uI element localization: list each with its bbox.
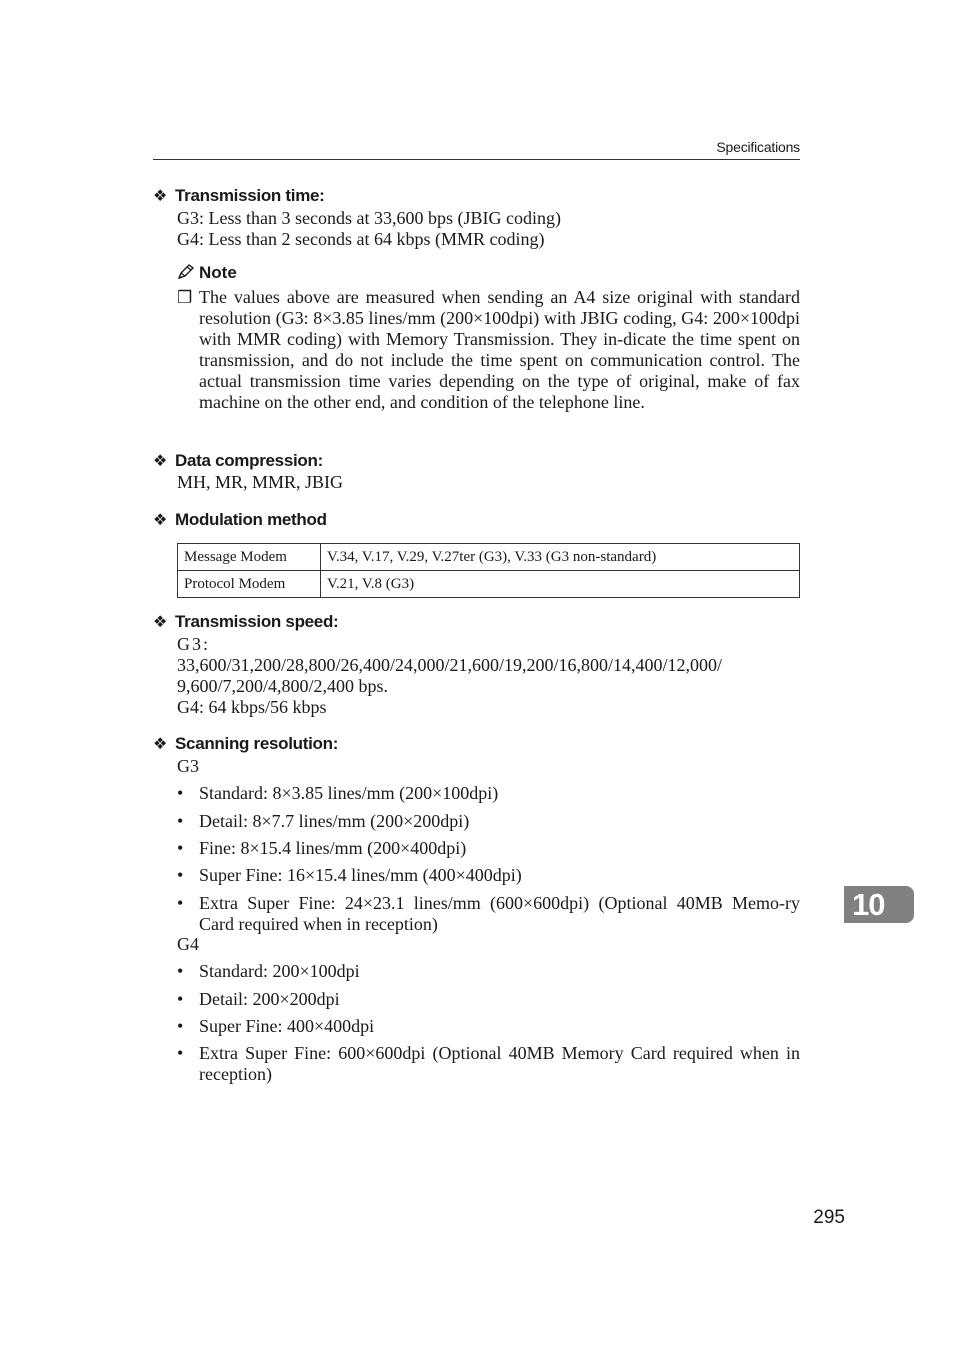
list-item-text: Standard: 200×100dpi bbox=[199, 961, 360, 981]
table-row bbox=[178, 544, 800, 571]
chapter-tab bbox=[844, 886, 914, 923]
heading-text: Transmission speed: bbox=[175, 612, 339, 631]
table-cell-label: Protocol Modem bbox=[178, 571, 321, 598]
diamond-icon: ❖ bbox=[153, 188, 168, 205]
diamond-icon: ❖ bbox=[153, 512, 168, 529]
note-label: Note bbox=[199, 263, 237, 282]
checkbox-icon: ❒ bbox=[177, 288, 193, 307]
bullet-icon: • bbox=[177, 961, 184, 981]
section-heading-data-compression bbox=[153, 451, 323, 471]
list-item-text: Super Fine: 400×400dpi bbox=[199, 1016, 375, 1036]
modulation-table bbox=[177, 543, 800, 598]
section-heading-transmission-time bbox=[153, 186, 325, 206]
list-item-text: Fine: 8×15.4 lines/mm (200×400dpi) bbox=[199, 838, 467, 858]
bullet-icon: • bbox=[177, 1043, 184, 1063]
list-item-text: Detail: 8×7.7 lines/mm (200×200dpi) bbox=[199, 811, 470, 831]
group-label-g4: G4 bbox=[177, 934, 199, 954]
bullet-icon: • bbox=[177, 838, 184, 858]
body-line: MH, MR, MMR, JBIG bbox=[177, 472, 344, 492]
section-heading-scanning-resolution bbox=[153, 734, 338, 754]
table-cell-label: Message Modem bbox=[178, 544, 321, 571]
heading-text: Modulation method bbox=[175, 510, 327, 529]
table-row bbox=[178, 571, 800, 598]
chapter-number: 10 bbox=[852, 887, 885, 922]
bullet-icon: • bbox=[177, 811, 184, 831]
body-line: 33,600/31,200/28,800/26,400/24,000/21,600/19,200/16,800/14,400/12,000/ bbox=[177, 655, 723, 675]
list-item-text: Extra Super Fine: 600×600dpi (Optional 40MB Memory Card required when in reception) bbox=[199, 1043, 800, 1084]
page-number: 295 bbox=[813, 1207, 845, 1228]
section-heading-modulation-method bbox=[153, 510, 327, 530]
note-text: The values above are measured when sending an A4 size original with standard resolution (G3: 8×3.85 lines/mm (200×100dpi) with JBIG coding, G4: 200×100dpi with MMR coding) with Memory Transmission. They in-dicate the time spent on transmission, and do not include the time spent on communication control. The actual transmission time varies depending on the type of original, make of fax machine on the other end, and condition of the telephone line. bbox=[199, 287, 800, 412]
group-label-g3: G3 bbox=[177, 756, 199, 776]
heading-text: Transmission time: bbox=[175, 186, 325, 205]
diamond-icon: ❖ bbox=[153, 453, 168, 470]
list-item-text: Super Fine: 16×15.4 lines/mm (400×400dpi) bbox=[199, 865, 522, 885]
note-heading bbox=[177, 263, 237, 283]
section-heading-transmission-speed bbox=[153, 612, 338, 632]
body-line: G3: Less than 3 seconds at 33,600 bps (JBIG coding) bbox=[177, 208, 561, 228]
body-line: G3: bbox=[177, 634, 210, 654]
table-cell-value: V.21, V.8 (G3) bbox=[321, 571, 800, 598]
running-header-title: Specifications bbox=[716, 139, 800, 155]
bullet-icon: • bbox=[177, 1016, 184, 1036]
heading-text: Scanning resolution: bbox=[175, 734, 339, 753]
body-line: G4: 64 kbps/56 kbps bbox=[177, 697, 327, 717]
diamond-icon: ❖ bbox=[153, 736, 168, 753]
body-line: 9,600/7,200/4,800/2,400 bps. bbox=[177, 676, 389, 696]
list-item-text: Standard: 8×3.85 lines/mm (200×100dpi) bbox=[199, 783, 499, 803]
heading-text: Data compression: bbox=[175, 451, 323, 470]
running-header bbox=[153, 138, 800, 160]
bullet-icon: • bbox=[177, 893, 184, 913]
pencil-icon bbox=[177, 264, 195, 280]
bullet-icon: • bbox=[177, 865, 184, 885]
bullet-icon: • bbox=[177, 989, 184, 1009]
table-cell-value: V.34, V.17, V.29, V.27ter (G3), V.33 (G3 non-standard) bbox=[321, 544, 800, 571]
diamond-icon: ❖ bbox=[153, 614, 168, 631]
body-line: G4: Less than 2 seconds at 64 kbps (MMR coding) bbox=[177, 229, 545, 249]
list-item-text: Extra Super Fine: 24×23.1 lines/mm (600×600dpi) (Optional 40MB Memo-ry Card required when in reception) bbox=[199, 893, 800, 934]
list-item-text: Detail: 200×200dpi bbox=[199, 989, 340, 1009]
bullet-icon: • bbox=[177, 783, 184, 803]
